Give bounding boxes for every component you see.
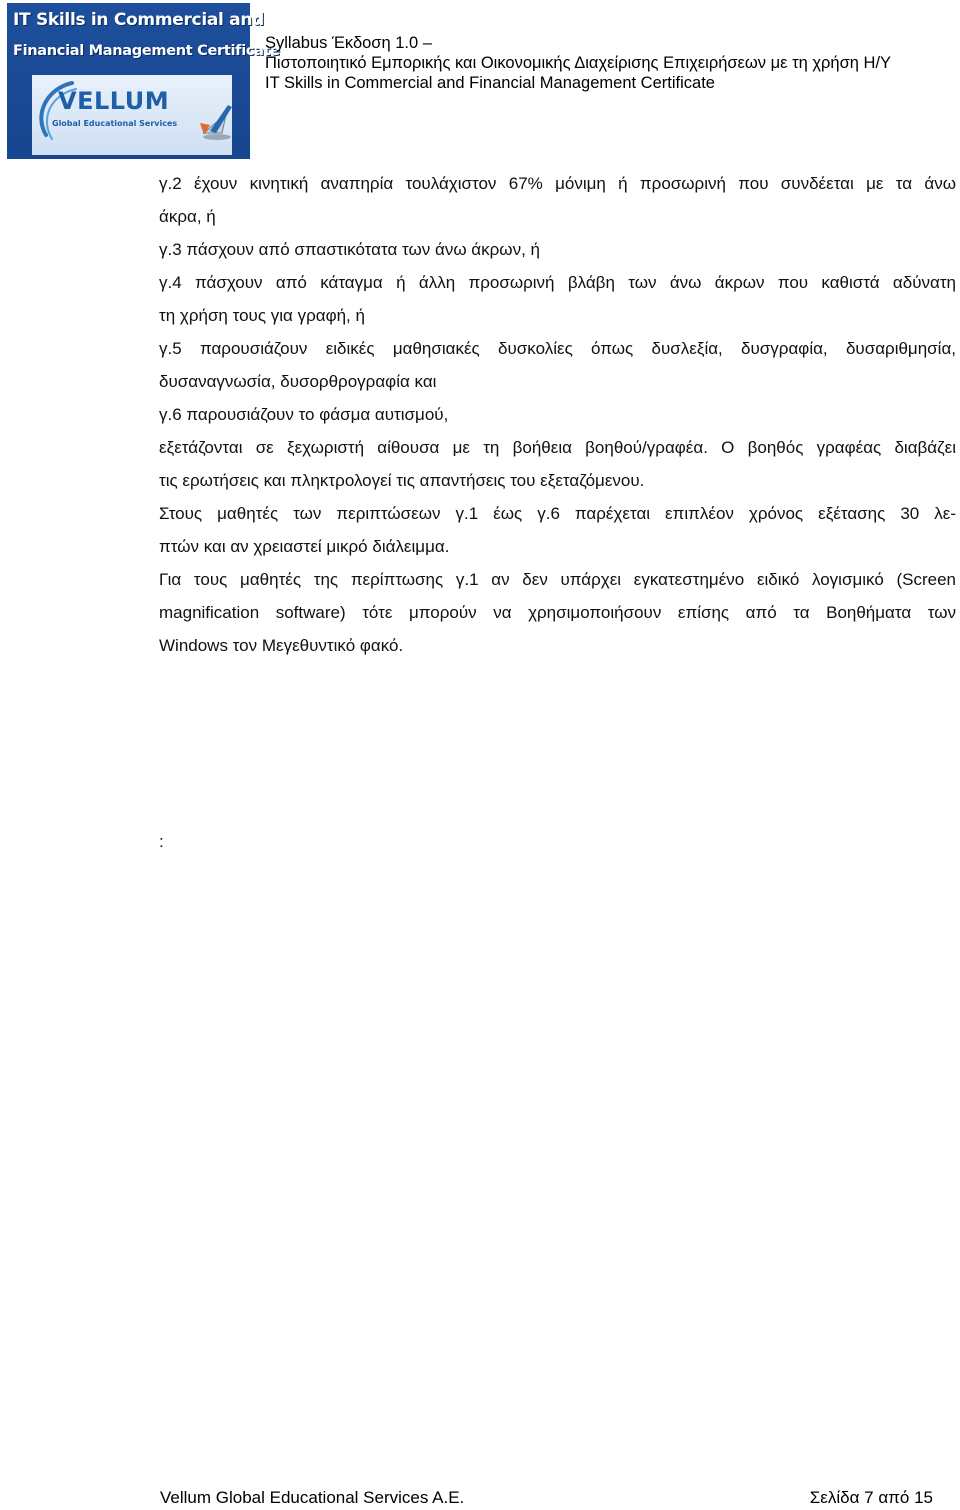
footer-page-number: Σελίδα 7 από 15 [809, 1488, 933, 1507]
body-line: άκρα, ή [159, 207, 216, 226]
body-line: πτών και αν χρειαστεί μικρό διάλειμμα. [159, 537, 450, 556]
body-line: τη χρήση τους για γραφή, ή [159, 306, 365, 325]
logo-brand: VELLUM [58, 87, 170, 115]
header-certificate-english: IT Skills in Commercial and Financial Management Certificate [265, 74, 715, 92]
body-line: magnification software) τότε μπορούν να χρησιμοποιήσουν επίσης από τα Βοηθήματα των [159, 603, 956, 622]
body-line: Στους μαθητές των περιπτώσεων γ.1 έως γ.6 παρέχεται επιπλέον χρόνος εξέτασης 30 λε- [159, 504, 956, 523]
body-line: γ.5 παρουσιάζουν ειδικές μαθησιακές δυσκολίες όπως δυσλεξία, δυσγραφία, δυσαριθμησία, [159, 339, 956, 358]
body-line: τις ερωτήσεις και πληκτρολογεί τις απαντήσεις του εξεταζόμενου. [159, 471, 645, 490]
body-line: γ.6 παρουσιάζουν το φάσμα αυτισμού, [159, 405, 449, 424]
body-line: εξετάζονται σε ξεχωριστή αίθουσα με τη βοήθεια βοηθού/γραφέα. Ο βοηθός γραφέας διαβάζει [159, 438, 956, 457]
logo-card [32, 75, 232, 155]
logo [7, 3, 280, 159]
stray-colon: : [159, 832, 164, 851]
logo-brand-subtitle: Global Educational Services [52, 119, 178, 128]
body-line: γ.3 πάσχουν από σπαστικότατα των άνω άκρων, ή [159, 240, 540, 259]
body-line: Για τους μαθητές της περίπτωσης γ.1 αν δεν υπάρχει εγκατεστημένο ειδικό λογισμικό (Screen [159, 570, 956, 589]
document-body [159, 167, 956, 662]
body-line: γ.2 έχουν κινητική αναπηρία τουλάχιστον 67% μόνιμη ή προσωρινή που συνδέεται με τα άνω [159, 174, 956, 193]
logo-title-line2: Financial Management Certificate [13, 43, 280, 59]
body-line: δυσαναγνωσία, δυσορθρογραφία και [159, 372, 437, 391]
header-certificate-greek: Πιστοποιητικό Εμπορικής και Οικονομικής Διαχείρισης Επιχειρήσεων με τη χρήση Η/Υ [265, 54, 892, 72]
page-header [265, 33, 891, 93]
body-line: γ.4 πάσχουν από κάταγμα ή άλλη προσωρινή βλάβη των άνω άκρων που καθιστά αδύνατη [159, 273, 956, 292]
logo-title-line1: IT Skills in Commercial and [13, 10, 265, 30]
page-footer [160, 1488, 933, 1508]
footer-company: Vellum Global Educational Services A.E. [160, 1488, 465, 1507]
body-line: Windows τον Μεγεθυντικό φακό. [159, 636, 404, 655]
header-syllabus-version: Syllabus Έκδοση 1.0 – [265, 34, 432, 52]
